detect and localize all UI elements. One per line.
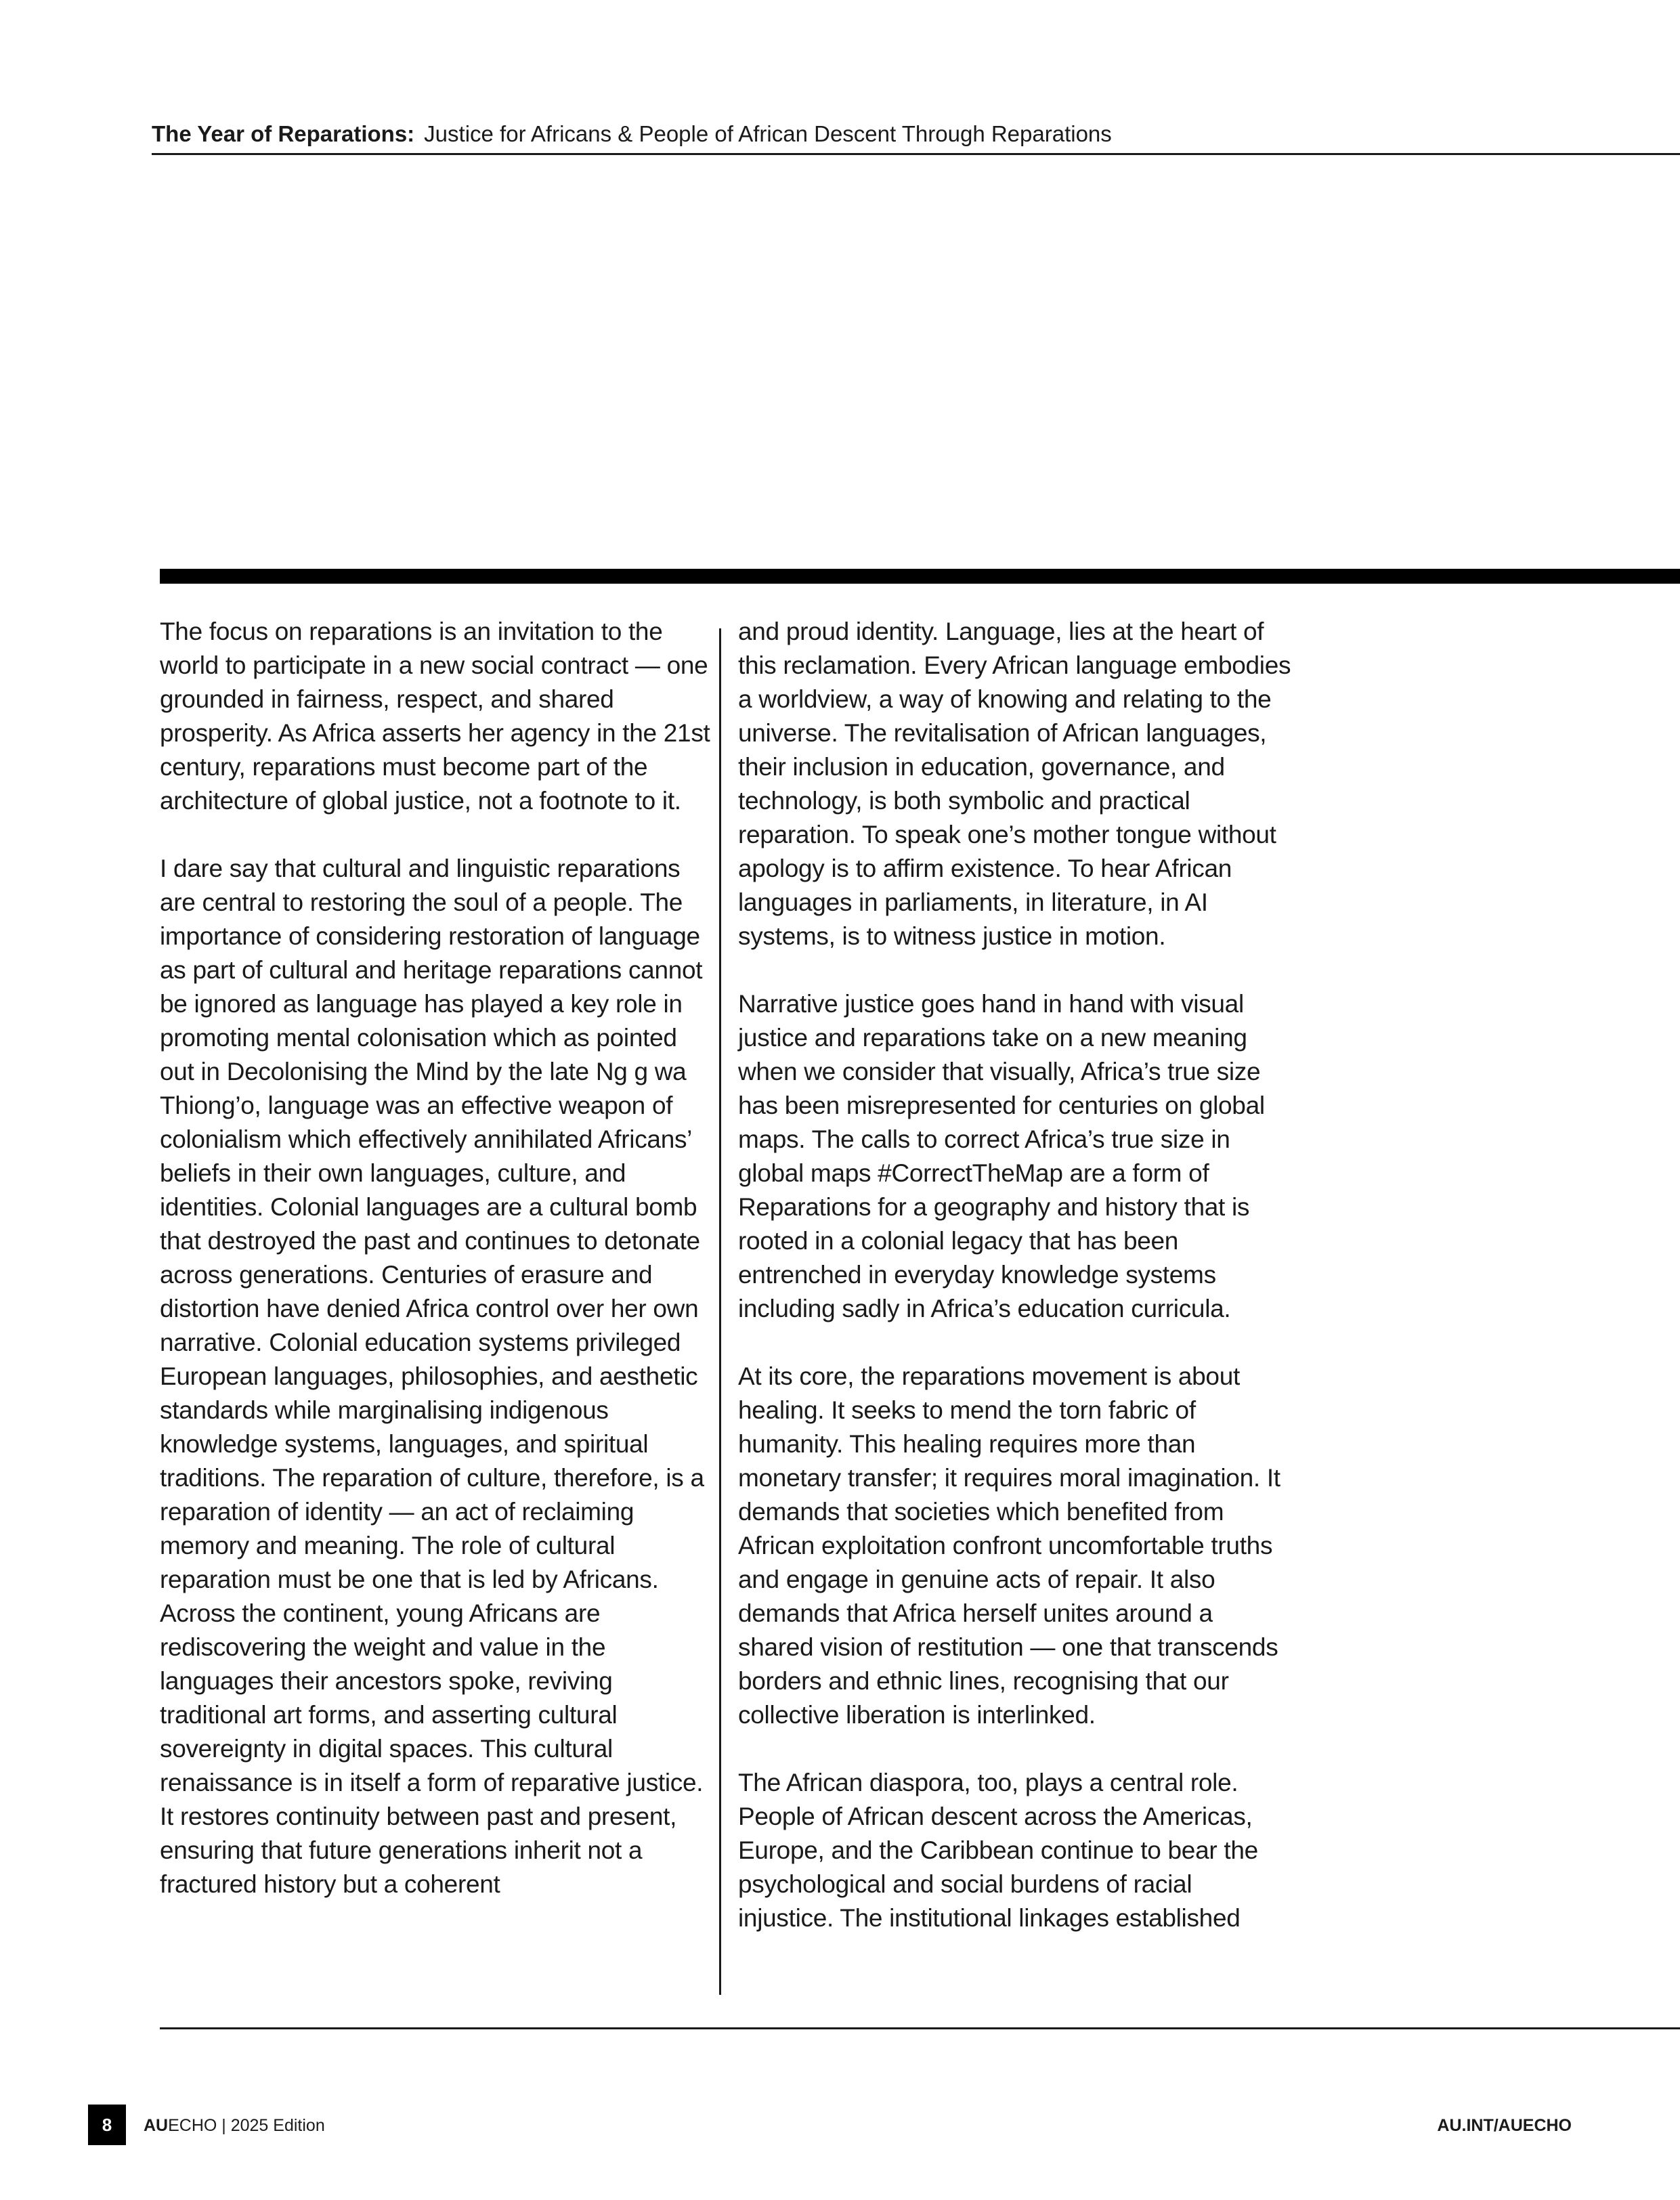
running-header: [152, 119, 1680, 149]
header-rule: [152, 153, 1680, 155]
paragraph: At its core, the reparations movement is about healing. It seeks to mend the torn fabric of humanity. This healing requires more than monetary transfer; it requires moral imagination. It demands that societies which benefited from African exploitation confront uncomfortable truths and engage in genuine acts of repair. It also demands that Africa herself unites around a shared vision of restitution — one that transcends borders and ethnic lines, recognising that our collective liberation is interlinked.: [738, 1362, 1280, 1729]
section-divider-bar: [160, 569, 1680, 584]
paragraph: Narrative justice goes hand in hand with visual justice and reparations take on a new meaning when we consider that visually, Africa’s true size has been misrepresented for centuries on global maps. The calls to correct Africa’s true size in global maps #CorrectTheMap are a form of Reparations for a geography and history that is rooted in a colonial legacy that has been entrenched in everyday knowledge systems including sadly in Africa’s education curricula.: [738, 990, 1265, 1322]
header-title-bold: The Year of Reparations:: [152, 121, 415, 146]
article-column-left: [160, 615, 715, 1901]
footer-brand-bold: AU: [144, 2116, 169, 2135]
footer-rule: [160, 2027, 1680, 2029]
paragraph: I dare say that cultural and linguistic reparations are central to restoring the soul of a people. The importance of considering restoration of language as part of cultural and heritage reparations cannot be ignored as language has played a key role in promoting mental colonisation which as pointed out in Decolonising the Mind by the late Ng g wa Thiong’o, language was an effective weapon of colonialism which effectively annihilated Africans’ beliefs in their own languages, culture, and identities. Colonial languages are a cultural bomb that destroyed the past and continues to detonate across generations. Centuries of erasure and distortion have denied Africa control over her own narrative. Colonial education systems privileged European languages, philosophies, and aesthetic standards while marginalising indigenous knowledge systems, languages, and spiritual traditions. The reparation of culture, therefore, is a reparation of identity — an act of reclaiming memory and meaning. The role of cultural reparation must be one that is led by Africans. Across the continent, young Africans are rediscovering the weight and value in the languages their ancestors spoke, reviving traditional art forms, and asserting cultural sovereignty in digital spaces. This cultural renaissance is in itself a form of reparative justice. It restores continuity between past and present, ensuring that future generations inherit not a fractured history but a coherent: [160, 855, 704, 1898]
header-title-rest: Justice for Africans & People of African Descent Through Reparations: [424, 121, 1112, 146]
paragraph: and proud identity. Language, lies at the heart of this reclamation. Every African language embodies a worldview, a way of knowing and relating to the universe. The revitalisation of African languages, their inclusion in education, governance, and technology, is both symbolic and practical reparation. To speak one’s mother tongue without apology is to affirm existence. To hear African languages in parliaments, in literature, in AI systems, is to witness justice in motion.: [738, 618, 1291, 950]
footer-url[interactable]: AU.INT/AUECHO: [1437, 2116, 1572, 2135]
footer-publication: [144, 2112, 325, 2139]
paragraph: The African diaspora, too, plays a central role. People of African descent across the Americas, Europe, and the Caribbean continue to bear the psychological and social burdens of racial injustice. The institutional linkages established: [738, 1769, 1258, 1932]
paragraph: The focus on reparations is an invitation to the world to participate in a new social contract — one grounded in fairness, respect, and shared prosperity. As Africa asserts her agency in the 21st century, reparations must become part of the architecture of global justice, not a footnote to it.: [160, 618, 710, 815]
column-divider: [719, 628, 721, 1995]
article-column-right: [738, 615, 1293, 1935]
footer-brand-rest: ECHO | 2025 Edition: [168, 2116, 325, 2135]
page-number: 8: [88, 2105, 126, 2145]
